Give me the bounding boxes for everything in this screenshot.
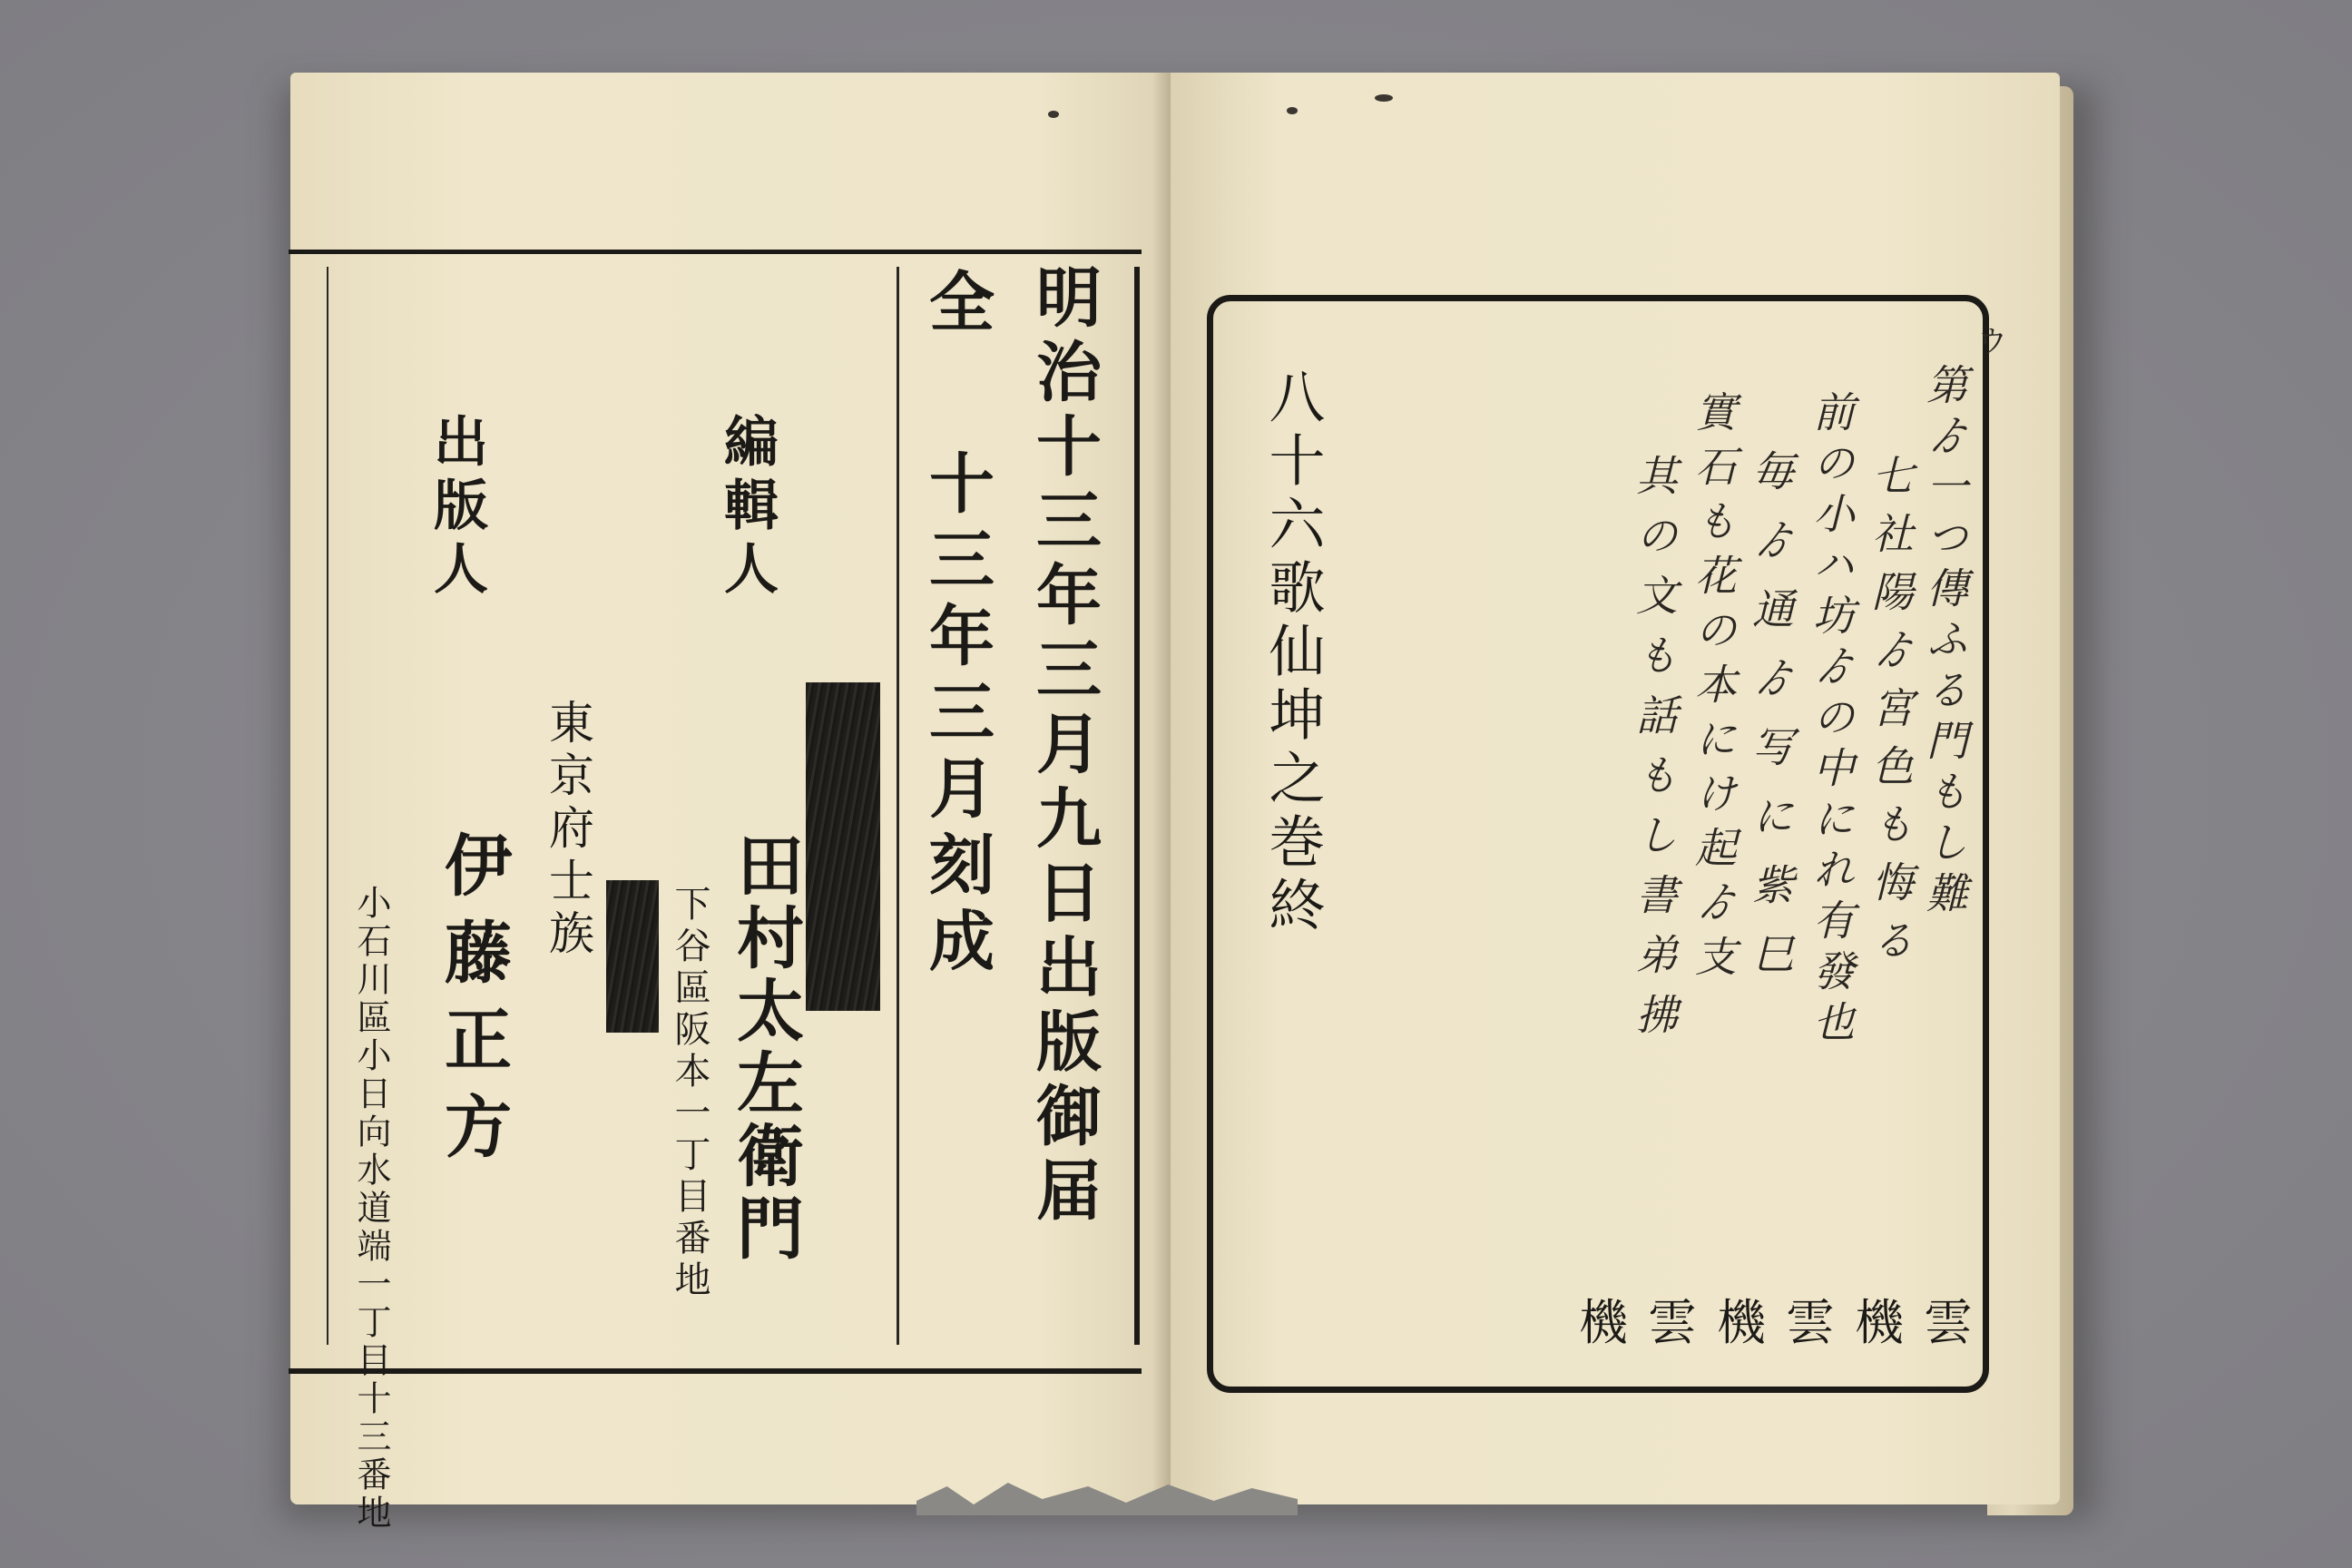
poem-column-4: 毎ゟ通ゟ写に紫巳: [1746, 449, 1795, 1001]
volume-mark: 全: [918, 268, 995, 333]
paper-speck: [1287, 107, 1298, 114]
engraving-date-line: 十三年三月刻成: [918, 449, 995, 983]
paper-speck: [1375, 94, 1393, 102]
paper-speck: [1048, 111, 1059, 118]
colophon-divider: [897, 267, 899, 1345]
footer-marks: 機雲機雲機雲: [1579, 1294, 1993, 1351]
editor-seal: [806, 682, 880, 1011]
poem-column-2: 七社陽ゟ宮色も悔る: [1866, 454, 1915, 976]
editor-stamp-block: [606, 880, 659, 1033]
page-marker: ウ: [1971, 325, 2007, 356]
publisher-role: 出版人: [425, 413, 488, 603]
poem-column-5: 實石も花の本にけ起ゟ支: [1689, 390, 1738, 989]
editor-role: 編輯人: [715, 413, 779, 603]
editor-address: 下谷區阪本一丁目番地: [669, 885, 710, 1302]
poem-column-1: 第ゟ一つ傳ふる門もし難: [1920, 363, 1969, 922]
editor-name: 田村太左衛門: [726, 830, 804, 1266]
publisher-name: 伊藤正方: [434, 830, 512, 1179]
publisher-address: 小石川區小日向水道端一丁目十三番地: [351, 885, 391, 1533]
poem-column-6: 其の文も話もし書弟拂: [1630, 454, 1679, 1053]
poem-column-3: 前の小ハ坊ゟの中にれ有發也: [1807, 390, 1856, 1051]
publication-date-line: 明治十三年三月九日出版御届: [1025, 263, 1102, 1230]
colophon-title: 八十六歌仙坤之巻終: [1259, 368, 1326, 939]
publisher-status: 東京府士族: [542, 699, 594, 962]
